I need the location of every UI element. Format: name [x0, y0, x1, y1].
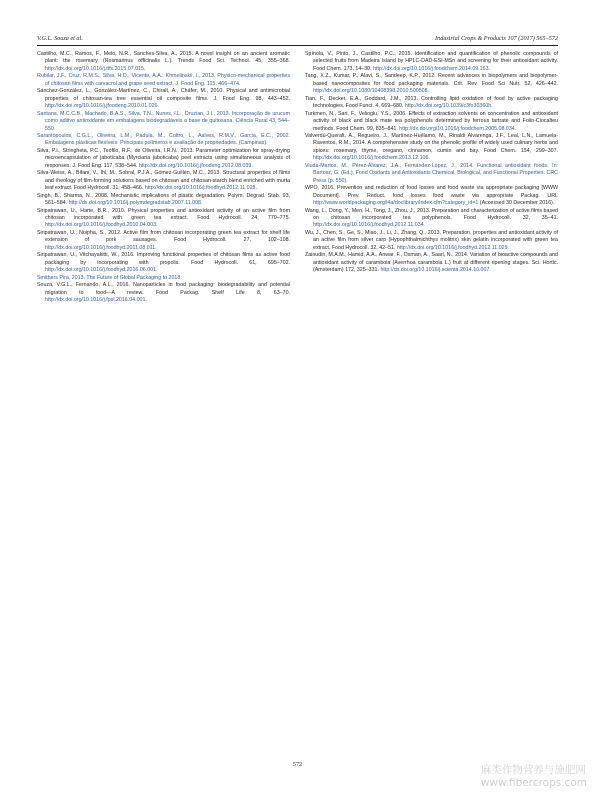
reference-entry[interactable] [37, 275, 290, 282]
doi-link[interactable]: http://dx.doi.org/10.1016/j.foodchem.2013.12.106. [313, 155, 430, 162]
running-head-journal: Industrial Crops & Products 107 (2017) 565–572 [435, 35, 558, 42]
doi-link[interactable]: http://dx.doi.org/10.1016/j.jfoodeng.2012.08.039. [138, 162, 253, 169]
references-right-column [305, 51, 558, 275]
doi-link[interactable]: http://dx.doi.org/10.1016/j.foodhyd.2012.11.034. [313, 222, 426, 229]
reference-entry[interactable] [37, 133, 290, 148]
doi-link[interactable]: http://dx.doi.org/10.1016/j.foodhyd.2010.04.003. [45, 222, 158, 229]
doi-link[interactable]: http://dx.doi.org/10.1080/10408398.2010.500508. [313, 88, 430, 95]
reference-link[interactable]: Smithers Pira, 2013. The Future of Global Packaging to 2018. [37, 274, 182, 281]
doi-link[interactable]: http://dx.doi.org/10.1016/j.foodhyd.2016.06.001. [45, 267, 158, 274]
reference-entry: Silva-Weiss, A., Bifani, V., Ihl, M., Sobral, P.J.A., Gómez-Guillén, M.C., 2013. Structural properties of films and rheology of film-forming solutions based on chitosan and chitosan-starch blend enriched with murta leaf extract. Food Hydrocoll. 31, 458–466. http://dx.doi.org/10.1016/j.foodhyd.2012.11.028. [37, 170, 290, 192]
doi-link[interactable]: http://dx.doi.org/10.1016/j.foodchem.2014.09.163. [373, 65, 490, 72]
doi-link[interactable]: http://dx.doi.org/10.1016/j.tifs.2015.07.015. [45, 65, 146, 72]
reference-entry: Siripatrawan, U., Vitchayakitti, W., 2016. Improving functional properties of chitosan films as active food packaging by incorporating with propolis. Food Hydrocoll. 61, 695–702. http://dx.doi.org/10.1016/j.foodhyd.2016.06.001. [37, 252, 290, 274]
reference-entry: Sánchez-González, L., González-Martínez, C., Chiralt, A., Cháfer, M., 2010. Physical and antimicrobial properties of chitosan-tea tree essential oil composite films. J. Food Eng. 98, 443–452. http://dx.doi.org/10.1016/j.jfoodeng.2010.01.026. [37, 88, 290, 110]
doi-link[interactable]: http://dx.doi.org/10.1016/j.polymdegradstab.2007.11.008. [68, 200, 203, 207]
watermark-url: www.fibercrops.com [480, 777, 587, 789]
doi-link[interactable]: http://dx.doi.org/10.1039/c3fo30360h. [404, 103, 493, 110]
reference-entry: Tian, F., Decker, E.A., Goddard, J.M., 2013. Controlling lipid oxidation of food by active packaging technologies. Food Funct. 4, 669–680. http://dx.doi.org/10.1039/c3fo30360h. [305, 95, 558, 110]
header-rule [37, 45, 558, 46]
doi-link[interactable]: http://dx.doi.org/10.1016/j.scienta.2014.10.007. [380, 267, 491, 274]
site-watermark [481, 764, 587, 790]
references-left-column [37, 51, 290, 304]
reference-link[interactable]: Santana, M.C.C.B., Machado, B.A.S., Silva, T.N., Nunes, I.L., Druzian, J.I., 2013. Incorporação de urucum como aditivo antioxidante em embalagens biodegradáveis a base de quitosana. Ciência Rural 43, 544–550. [37, 110, 290, 132]
reference-link[interactable]: Viuda-Martos, M., Pérez-Álvarez, J.A., Fernández-López, J., 2014. Functional antioxidant foods. In: Bartosz, G. (Ed.), Food Oxidants and Antioxidants Chemical, Biological, and Functional Properties. CRC Press (p. 550). [305, 162, 558, 184]
doi-link[interactable]: http://dx.doi.org/10.1016/j.foodchem.2005.08.034. [399, 125, 517, 132]
reference-link[interactable]: Sarantópoulos, C.G.L., Oliveira, L.M., Padula, M., Coltro, L., Aalves, R.M.V., Garcia, E.C., 2002. Embalagens plásticas flexíveis: Principais polímeros e avaliação de propriedades. (Campinas). [37, 132, 290, 147]
doi-link[interactable]: http://dx.doi.org/10.1016/j.jfoodeng.2010.01.026. [45, 103, 159, 110]
url-link[interactable]: http://www.worldpackaging.org/i4a/doclibrary/index.cfm?category_id=1 [313, 200, 479, 207]
doi-link[interactable]: http://dx.doi.org/10.1016/j.foodhyd.2012.11.028. [144, 185, 257, 192]
reference-entry: Siripatrawan, U., Noipha, S., 2012. Active film from chitosan incorporating green tea extract for shelf life extension of pork sausages. Food Hydrocoll. 27, 102–108. http://dx.doi.org/10.1016/j.foodhyd.2011.08.011. [37, 229, 290, 251]
watermark-title: 麻类作物营养与施肥网 [480, 764, 586, 776]
reference-entry: WPO, 2016. Prevention and reduction of food losses and food waste via appropriate packaging [WWW Document]. Prev. Reduct. food losses food waste via appropriate Packag. URL http://www.worldpackaging.org/i4a/doclibrary/index.cfm?category_id=1 (Accessed 30 December 2016). [305, 185, 558, 207]
reference-entry: Tang, X.Z., Kumar, P., Alavi, S., Sandeep, K.P., 2012. Recent advances in biopolymers and biopolymer-based nanocomposites for food packaging materials. Crit. Rev. Food Sci Nutr. 52, 426–442. http://dx.doi.org/10.1080/10408398.2010.500508. [305, 73, 558, 95]
reference-entry: Valverdú-Queralt, A., Regueiro, J., Martínez-Huélamo, M., Rinaldi Alvarenga, J.F., Leal, L.N., Lamuela-Raventos, R.M., 2014. A comprehensive study on the phenolic profile of widely used culinary herbs and spices: rosemary, thyme, oregano, cinnamon, cumin and bay. Food Chem. 154, 299–307. http://dx.doi.org/10.1016/j.foodchem.2013.12.106. [305, 132, 558, 162]
reference-entry[interactable] [305, 163, 558, 185]
doi-link[interactable]: http://dx.doi.org/10.1016/j.fpsl.2016.04.001. [45, 296, 147, 303]
reference-entry: Zainudin, M.A.M., Hamid, A.A., Anwar, F., Osman, A., Saari, N., 2014. Variation of bioactive compounds and antioxidant activity of carambola (Averrhoa carambola L.) fruit at different ripening stages. Sci. Hortic. (Amsterdam) 172, 325–331. http://dx.doi.org/10.1016/j.scienta.2014.10.007. [305, 252, 558, 274]
reference-entry: Wu, J., Chen, S., Ge, S., Miao, J., Li, J., Zhang, Q., 2013. Preparation, properties and antioxidant activity of an active film from silver carp (Hypophthalmichthys molitrix) skin gelatin incorporated with green tea extract. Food Hydrocoll. 32, 42–51. http://dx.doi.org/10.1016/j.foodhyd.2012.11.029. [305, 229, 558, 251]
reference-entry[interactable] [37, 73, 290, 88]
running-head-authors: V.G.L. Souza et al. [37, 35, 83, 42]
reference-entry[interactable] [37, 111, 290, 133]
doi-link[interactable]: http://dx.doi.org/10.1016/j.foodhyd.2011.08.011. [45, 244, 157, 251]
reference-entry: Turkmen, N., Sari, F., Velioglu, Y.S., 2006. Effects of extraction solvents on concentration and antioxidant activity of black and black mate tea polyphenols determined by ferrous tartrate and Folin-Ciocalteu methods. Food Chem. 99, 835–841. http://dx.doi.org/10.1016/j.foodchem.2005.08.034. [305, 110, 558, 132]
reference-entry: Siripatrawan, U., Harte, B.R., 2010. Physical properties and antioxidant activity of an active film from chitosan incorporated with green tea extract. Food Hydrocoll. 24, 770–775. http://dx.doi.org/10.1016/j.foodhyd.2010.04.003. [37, 207, 290, 229]
reference-link[interactable]: Rubilar, J.F., Cruz, R.M.S., Silva, H.D., Vicente, A.A., Khmelinskii, I., 2013. Physico-mechanical properties of chitosan films with carvacrol and grape seed extract. J. Food Eng. 115, 466–474. [37, 73, 290, 87]
reference-entry: Silva, P.I., Stringheta, P.C., Teófilo, R.F., de Oliveira, I.R.N., 2013. Parameter optimization for spray-drying microencapsulation of jaboticaba (Myrciaria jaboticaba) peel extracts using simultaneous analysis of responses. J. Food Eng. 117, 538–544. http://dx.doi.org/10.1016/j.jfoodeng.2012.08.039. [37, 147, 290, 169]
reference-entry: Spínola, V., Pinto, J., Castilho, P.C., 2015. Identification and quantification of phenolic compounds of selected fruits from Madeira Island by HPLC-DAD-ESI-MSn and screening for their antioxidant activity. Food Chem. 173, 14–30. http://dx.doi.org/10.1016/j.foodchem.2014.09.163. [305, 51, 558, 72]
reference-entry: Singh, B., Sharma, N., 2008. Mechanistic implications of plastic degradation. Polym. Degrad. Stab. 93, 561–584. http://dx.doi.org/10.1016/j.polymdegradstab.2007.11.008. [37, 192, 290, 207]
reference-entry: Wang, L., Dong, Y., Men, H., Tong, J., Zhou, J., 2013. Preparation and characterization of active films based on chitosan incorporated tea polyphenols. Food Hydrocoll. 32, 35–41. http://dx.doi.org/10.1016/j.foodhyd.2012.11.034. [305, 207, 558, 229]
reference-entry: Castilho, M.C., Ramos, F., Melo, N.R., Sanches-Silva, A., 2015. A novel insight on an ancient aromatic plant: the rosemary (Rosmarinus officinalis L.). Trends Food Sci. Technol. 45, 355–368. http://dx.doi.org/10.1016/j.tifs.2015.07.015. [37, 51, 290, 72]
reference-entry: Souza, V.G.L., Fernando, A.L., 2016. Nanoparticles in food packaging: biodegradability and potential migration to food—A review. Food Packag. Shelf Life 8, 63–70. http://dx.doi.org/10.1016/j.fpsl.2016.04.001. [37, 282, 290, 303]
page-number: 572 [292, 761, 303, 768]
doi-link[interactable]: http://dx.doi.org/10.1016/j.foodhyd.2012.11.029. [396, 244, 510, 251]
